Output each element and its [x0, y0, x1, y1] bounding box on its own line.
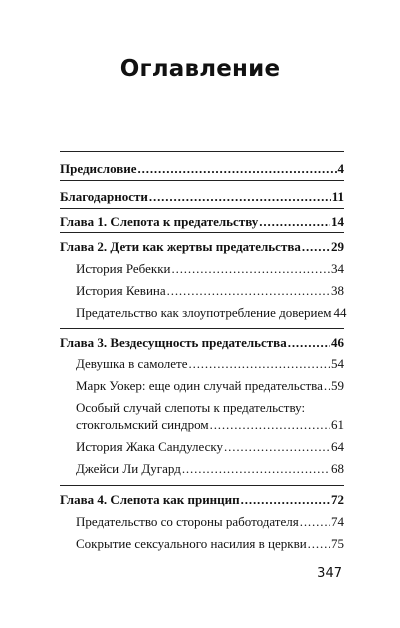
dot-leader [324, 377, 330, 394]
toc-entry-section [76, 260, 344, 277]
toc-entry-page: 11 [331, 189, 344, 204]
dot-leader [224, 438, 330, 455]
dot-leader [210, 416, 330, 433]
toc-entry-page: 64 [331, 439, 344, 454]
toc-entry-preface [60, 160, 344, 177]
toc-entry-page: 59 [331, 378, 344, 393]
section-divider [60, 151, 344, 152]
toc-entry-page: 68 [331, 461, 344, 476]
toc-entry-title: История Ребекки [76, 261, 171, 276]
toc-entry-title: Глава 4. Слепота как принцип [60, 492, 240, 507]
toc-entry-page: 61 [331, 417, 344, 432]
toc-entry-title: История Кевина [76, 283, 166, 298]
toc-entry-title: Предательство как злоупотребление доверием [76, 305, 332, 320]
toc-entry-section [76, 535, 344, 552]
toc-entry-continuation [76, 416, 344, 433]
toc-entry-page: 34 [331, 261, 344, 276]
toc-entry-page: 29 [331, 239, 344, 254]
toc-entry-page: 38 [331, 283, 344, 298]
toc-entry-section [76, 355, 344, 372]
toc-entry-title: Благодарности [60, 189, 148, 204]
toc-entry-chapter-4 [60, 491, 344, 508]
toc-entry-title: Предательство со стороны работодателя [76, 514, 299, 529]
toc-entry-title: Глава 3. Вездесущность предательства [60, 335, 287, 350]
dot-leader [167, 282, 330, 299]
toc-entry-title: Девушка в самолете [76, 356, 188, 371]
toc-entry-page: 4 [337, 161, 344, 176]
toc-entry-title: Марк Уокер: еще один случай предательства [76, 378, 323, 393]
section-divider [60, 232, 344, 233]
dot-leader [241, 491, 330, 508]
toc-entry-title: Предисловие [60, 161, 137, 176]
section-divider [60, 328, 344, 329]
toc-entry-section [76, 282, 344, 299]
toc-entry-title: Глава 2. Дети как жертвы предательства [60, 239, 301, 254]
dot-leader [172, 260, 331, 277]
dot-leader [300, 513, 330, 530]
toc-entry-page: 54 [331, 356, 344, 371]
toc-entry-chapter-1 [60, 213, 344, 230]
dot-leader [259, 213, 330, 230]
toc-entry-section [76, 399, 344, 433]
toc-entry-title: Джейси Ли Дугард [76, 461, 181, 476]
toc-entry-acknowledgements [60, 188, 344, 205]
page-number: 347 [317, 566, 342, 581]
section-divider [60, 208, 344, 209]
toc-entry-page: 46 [331, 335, 344, 350]
toc-entry-section [76, 513, 344, 530]
dot-leader [182, 460, 330, 477]
toc-entry-section [76, 438, 344, 455]
toc-entry-page: 75 [331, 536, 344, 551]
toc-entry-section [76, 460, 344, 477]
dot-leader [149, 188, 331, 205]
dot-leader [308, 535, 330, 552]
toc-entry-title-continued: стокгольмский синдром [76, 417, 209, 432]
toc-entry-chapter-2 [60, 238, 344, 255]
dot-leader [138, 160, 337, 177]
dot-leader [288, 334, 330, 351]
toc-entry-title: История Жака Сандулеску [76, 439, 224, 454]
toc-entry-title: Сокрытие сексуального насилия в церкви [76, 536, 307, 551]
toc-entry-title: Особый случай слепоты к предательству: [76, 400, 306, 415]
dot-leader [189, 355, 331, 372]
section-divider [60, 485, 344, 486]
toc-entry-chapter-3 [60, 334, 344, 351]
dot-leader [302, 238, 330, 255]
toc-entry-title: Глава 1. Слепота к предательству [60, 214, 259, 229]
toc-entry-section [76, 377, 344, 394]
page-title: Оглавление [119, 56, 281, 82]
toc-entry-page: 14 [331, 214, 344, 229]
toc-entry-page: 44 [333, 305, 347, 320]
toc-entry-section [76, 304, 347, 321]
section-divider [60, 180, 344, 181]
toc-entry-page: 74 [331, 514, 344, 529]
toc-entry-page: 72 [331, 492, 344, 507]
